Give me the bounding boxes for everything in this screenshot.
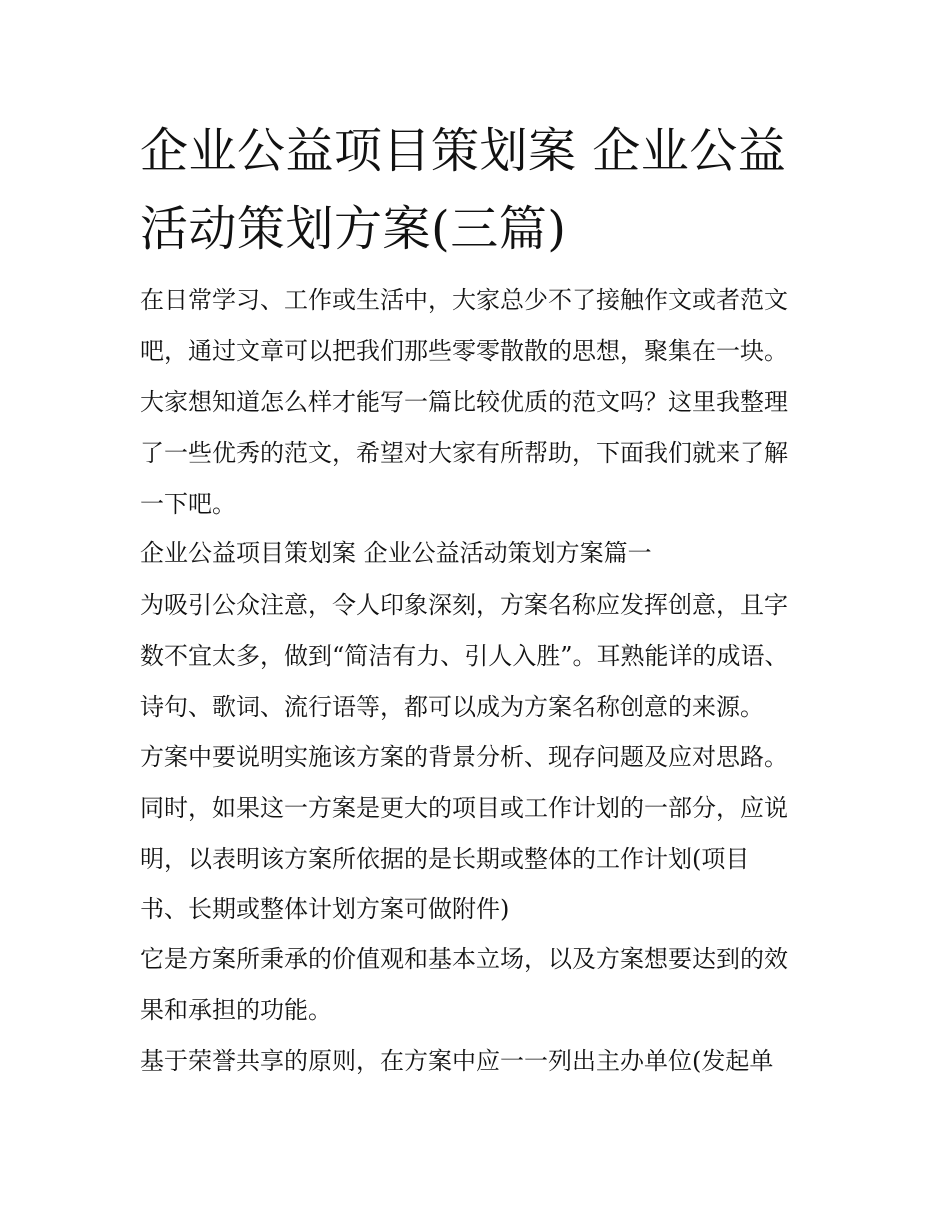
paragraph-line: 同时，如果这一方案是更大的项目或工作计划的一部分，应说	[140, 794, 788, 822]
intro-line-4: 了一些优秀的范文，希望对大家有所帮助，下面我们就来了解	[140, 439, 788, 467]
paragraph-line: 明，以表明该方案所依据的是长期或整体的工作计划(项目	[140, 845, 750, 873]
section-heading: 企业公益项目策划案 企业公益活动策划方案篇一	[140, 539, 652, 567]
intro-line-2: 吧，通过文章可以把我们那些零零散散的思想，聚集在一块。	[140, 337, 788, 365]
title-line-2: 活动策划方案(三篇)	[140, 201, 567, 257]
paragraph-line: 数不宜太多，做到“简洁有力、引人入胜”。耳熟能详的成语、	[140, 642, 789, 670]
paragraph-line: 方案中要说明实施该方案的背景分析、现存问题及应对思路。	[140, 743, 788, 771]
intro-line-5: 一下吧。	[140, 490, 236, 518]
paragraph-line: 基于荣誉共享的原则，在方案中应一一列出主办单位(发起单	[140, 1047, 774, 1075]
paragraph-line: 为吸引公众注意，令人印象深刻，方案名称应发挥创意，且字	[140, 591, 788, 619]
paragraph-line: 诗句、歌词、流行语等，都可以成为方案名称创意的来源。	[140, 693, 764, 721]
paragraph-line: 书、长期或整体计划方案可做附件)	[140, 895, 510, 923]
title-line-1: 企业公益项目策划案 企业公益	[140, 123, 787, 179]
intro-line-1: 在日常学习、工作或生活中，大家总少不了接触作文或者范文	[140, 286, 788, 314]
paragraph-line: 果和承担的功能。	[140, 996, 332, 1024]
paragraph-line: 它是方案所秉承的价值观和基本立场，以及方案想要达到的效	[140, 945, 788, 973]
document-title	[140, 112, 820, 268]
intro-line-3: 大家想知道怎么样才能写一篇比较优质的范文吗？这里我整理	[140, 388, 788, 416]
